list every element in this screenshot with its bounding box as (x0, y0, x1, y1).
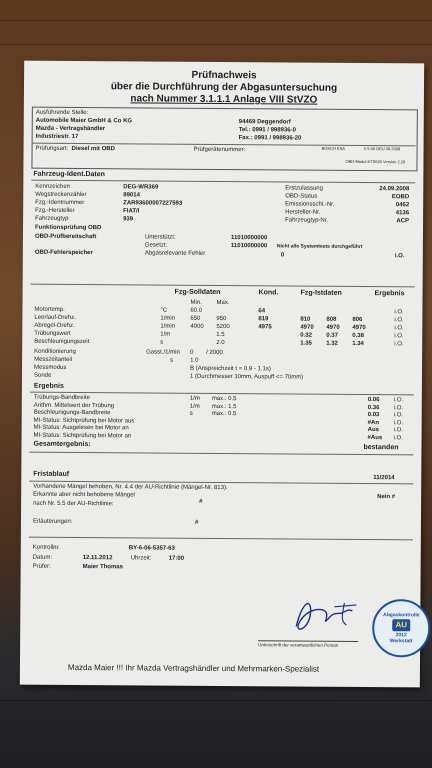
messzeit-unit: s (170, 357, 174, 364)
unterschrift-label: Unterschrift der verantwortlichen Person (258, 642, 339, 648)
ergebnis-cell-label: MI-Status: Sichtprüfung bei Motor an (33, 432, 132, 439)
measurement-cell-unit: 1/m (160, 331, 171, 338)
stamp-top: Abgaskontrolle (383, 612, 420, 619)
vehicle-heading: Fahrzeug-Ident.Daten (33, 170, 105, 179)
measurement-cell-unit: 1/min (160, 323, 176, 330)
measurement-cell-erg: i.O. (394, 333, 404, 340)
ergebnis-cell-max: max.: 1.5 (211, 403, 237, 410)
pruefungsart-value: Diesel mit OBD (71, 145, 115, 153)
doc-title-line3: nach Nummer 3.1.1.1 Anlage VIII StVZO (130, 93, 318, 106)
erl-mark: # (194, 519, 199, 526)
kond-max: / 2000 (206, 349, 223, 357)
obd-fehler-label: OBD-Fehlerspeicher (34, 249, 93, 257)
measurement-cell-ist2: 4970 (326, 324, 340, 331)
measurement-cell-max: 950 (216, 315, 227, 323)
measurement-cell-max: 1.5 (216, 331, 225, 339)
vehicle-label: Fzg.-Identnummer (35, 199, 85, 207)
station-name: Automobile Maier GmbH & Co KG (35, 117, 133, 125)
measurement-cell-erg: i.O. (394, 309, 404, 316)
vehicle-value: FIAT/I (123, 208, 140, 215)
measurement-cell-min: 650 (190, 315, 201, 322)
ergebnis-cell-max: max.: 0.5 (211, 395, 237, 403)
measurement-cell-max: 2.0 (216, 339, 225, 347)
ergebnis-cell-val: #Aus (367, 434, 383, 441)
vehicle-label: OBD-Status (285, 193, 318, 200)
messmodus-value: B (Anspreichzeit t = 0.9 - 1.1s) (190, 365, 271, 373)
ergebnis-heading: Ergebnis (33, 382, 64, 390)
stamp-au: AU (392, 619, 410, 631)
ergebnis-cell-unit: s (189, 410, 193, 417)
station-street: Industriestr. 17 (35, 133, 79, 140)
erl-label: Erläuterungen: (32, 518, 73, 525)
obd-unterstuetzt-value: 11010000000 (230, 235, 268, 242)
measurement-cell-label: Leerlauf-Drehz. (34, 314, 76, 321)
vehicle-value: 89014 (123, 192, 140, 199)
signature-icon (282, 590, 372, 639)
obd-modul: OBD-Modul KTS530 Version 2.29 (345, 158, 406, 165)
vehicle-label: Fahrzeugtyp-Nr. (285, 217, 329, 224)
header-ist: Fzg-Istdaten (300, 289, 342, 297)
vehicle-label: Hersteller-Nr. (285, 209, 321, 216)
vehicle-label: Erstzulassung (285, 185, 324, 192)
vehicle-value: 4136 (395, 210, 410, 217)
measurement-cell-erg: i.O. (394, 341, 404, 348)
vehicle-label: Fzg.-Hersteller (35, 207, 75, 214)
measurement-cell-label: Trübungswert (34, 330, 71, 337)
document-page (20, 61, 424, 688)
slogan: Mazda Maier !!! Ihr Mazda Vertragshändler und Mehrmarken-Spezialist (67, 662, 320, 674)
kontroll-label: Kontrollnr. (32, 544, 60, 551)
vehicle-value: 0462 (395, 202, 410, 209)
vehicle-value: DEG-WR369 (123, 184, 159, 191)
ergebnis-cell-erg: i.O. (393, 434, 403, 441)
obd-fehler-value: 0 (280, 252, 285, 259)
frist-line2-mark: # (199, 498, 203, 505)
frist-line3: nach Nr. 5.5 der AU-Richtlinie: (33, 500, 114, 508)
measurement-cell-unit: 1/min (160, 315, 176, 322)
measurement-cell-ist3: 806 (352, 316, 363, 323)
obd-gesetzt-note: Nicht alle Systemtests durchgeführt (276, 243, 363, 250)
messmodus-label: Messmodus (34, 364, 67, 371)
kond-unit: Gasst./1/min (146, 349, 180, 356)
measurement-cell-ist1: 4970 (300, 324, 314, 331)
uhrzeit-label: Uhrzeit: (130, 555, 152, 562)
obd-bereitschaft-label: OBD-Prüfbereitschaft (34, 233, 97, 241)
measurement-cell-ist1: 0.32 (300, 332, 312, 339)
obd-unterstuetzt-label: Unterstützt: (144, 234, 176, 241)
frist-line2: Erkannte aber nicht behobene Mängel (33, 491, 135, 499)
header-kond: Kond. (258, 289, 279, 297)
ergebnis-cell-label: MI-Status: Sichtprüfung bei Motor aus (33, 417, 135, 424)
ergebnis-cell-unit: 1/m (189, 395, 200, 402)
measurement-cell-label: Abregel-Drehz. (34, 322, 75, 329)
vehicle-value: 24.09.2008 (379, 186, 410, 193)
station-dealer: Mazda - Vertragshändler (35, 125, 106, 133)
measurement-cell-unit: °C (160, 307, 168, 314)
ergebnis-cell-erg: i.O. (393, 397, 404, 404)
header-soll: Fzg-Solldaten (174, 288, 221, 296)
stamp-bottom: Werkstatt (389, 637, 413, 645)
ergebnis-cell-erg: i.O. (393, 427, 403, 434)
station-heading: Ausführende Stelle: (35, 109, 89, 117)
ergebnis-cell-label: Beschleunigungs-Bandbreite (33, 409, 111, 417)
datum-value: 12.11.2012 (82, 555, 113, 562)
stamp-year: 2012 (395, 632, 407, 639)
ergebnis-cell-label: MI-Status: Ausgelesen bei Motor an (33, 424, 129, 432)
bosch-label: BOSCH ESA (321, 145, 345, 151)
ergebnis-cell-label: Trübungs-Bandbreite (33, 394, 91, 402)
frist-line1: Vorhandene Mängel behoben, Nr. 4.4 der AU-Richtlinie (Mängel-Nr. 813): (33, 483, 228, 492)
measurement-cell-erg: i.O. (394, 325, 404, 332)
measurement-cell-label: Motortemp. (34, 306, 65, 313)
measurement-cell-kond: 819 (258, 316, 269, 323)
datum-label: Datum: (32, 554, 53, 561)
vehicle-label: Kennzeichen (35, 183, 71, 190)
ergebnis-cell-val: #An (367, 419, 380, 426)
uhrzeit-value: 17:00 (168, 555, 185, 562)
ergebnis-cell-label: Arithm. Mittelwert der Trübung (33, 402, 115, 409)
measurement-cell-ist3: 4970 (352, 324, 366, 332)
vehicle-label: Fahrzeugtyp (35, 215, 69, 222)
header-min: Min. (190, 299, 202, 306)
sonde-label: Sonde (33, 372, 52, 379)
pruefungsart-label: Prüfungsart: (35, 145, 69, 152)
measurement-cell-ist3: 0.38 (352, 332, 364, 339)
frist-value: 11/2014 (373, 475, 395, 482)
au-stamp-icon (372, 599, 430, 657)
header-erg: Ergebnis (374, 290, 405, 298)
measurement-cell-kond: 64 (258, 308, 266, 315)
measurement-cell-ist2: 808 (326, 316, 337, 323)
measurement-cell-ist2: 1.32 (326, 340, 338, 347)
ergebnis-cell-val: 0.06 (367, 397, 380, 404)
vehicle-value: EOBD (391, 194, 410, 201)
ergebnis-cell-val: 0.03 (367, 412, 380, 419)
messzeit-label: Messzeitanteil (34, 356, 73, 363)
measurement-cell-max: 5200 (216, 323, 230, 331)
obd-gesetzt-value: 11010000000 (230, 243, 268, 250)
obd-fehler-text: Abgasrelevante Fehler (144, 250, 206, 257)
measurement-cell-ist2: 0.37 (326, 332, 338, 339)
measurement-cell-erg: i.O. (394, 317, 404, 324)
ergebnis-cell-val: 0.36 (367, 404, 380, 411)
measurement-cell-unit: s (160, 339, 164, 346)
doc-title-line1: Prüfnachweis (191, 69, 257, 82)
ergebnis-cell-unit: 1/m (189, 403, 200, 410)
frist-line1-value: Nein # (377, 494, 396, 501)
measurement-cell-ist1: 1.35 (300, 340, 312, 347)
pruefer-value: Maier Thomas (82, 564, 124, 571)
vehicle-label: Wegstreckenzähler (35, 191, 87, 199)
vehicle-value: ACP (396, 218, 410, 225)
obd-gesetzt-label: Gesetzt: (144, 242, 168, 249)
ergebnis-cell-erg: i.O. (393, 404, 404, 411)
header-max: Max. (216, 299, 230, 307)
vehicle-value: ZAR93600007227593 (123, 200, 183, 207)
ergebnis-cell-erg: i.O. (393, 412, 404, 419)
gesamt-value: bestanden (363, 443, 399, 452)
measurement-cell-kond: 4975 (258, 324, 272, 331)
vehicle-label: Emissionsschl.-Nr. (285, 201, 335, 208)
measurement-cell-min: 60.0 (190, 307, 203, 314)
geraet-label: Prüfgerätenummer: (193, 146, 246, 154)
obd-heading: Funktionsprüfung OBD (34, 224, 102, 232)
ergebnis-cell-max: max.: 0.5 (211, 410, 237, 418)
ergebnis-cell-erg: i.O. (393, 419, 404, 426)
bosch-version: V 5.00 DEU 09.2008 (363, 145, 401, 152)
vehicle-value: 939 (123, 216, 134, 223)
station-fax: Fax.: 0991 / 998936-20 (238, 135, 302, 142)
station-city: 94469 Deggendorf (238, 119, 291, 126)
sonde-value: 1 (Durchmesser 10mm, Auspuff <= 70mm) (189, 373, 304, 381)
ergebnis-cell-val: Aus (367, 427, 379, 434)
kond-min: 0 (190, 349, 194, 356)
doc-title-line2: über die Durchführung der Abgasuntersuchung (110, 81, 338, 94)
messzeit-value: 1.0 (190, 357, 199, 364)
frist-heading: Fristablauf (33, 470, 70, 478)
gesamt-label: Gesamtergebnis: (33, 440, 91, 449)
pruefer-label: Prüfer: (32, 563, 51, 570)
kontroll-value: BY-6-06-5357-63 (128, 545, 175, 552)
measurement-cell-min: 4000 (190, 323, 204, 330)
station-tel: Tel.: 0991 / 998936-0 (238, 127, 296, 134)
measurement-cell-ist1: 810 (300, 316, 311, 323)
measurement-cell-label: Beschleunigungszeit (34, 338, 90, 346)
kond-label: Konditionierung (34, 348, 76, 355)
obd-fehler-result: i.O. (394, 253, 405, 260)
measurement-cell-ist3: 1.34 (352, 340, 364, 347)
